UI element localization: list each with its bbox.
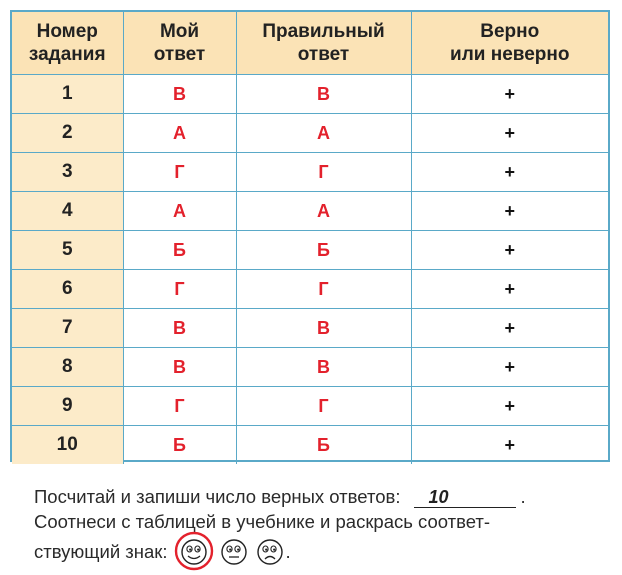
task-number-cell: 3 <box>12 153 123 192</box>
table-row <box>12 270 608 309</box>
my-answer-cell[interactable]: Г <box>123 153 236 192</box>
table-row <box>12 387 608 426</box>
correct-answer-cell: В <box>236 348 411 387</box>
task-number-cell: 8 <box>12 348 123 387</box>
table-row <box>12 426 608 465</box>
header-correct-answer <box>236 12 411 75</box>
correct-answer-cell: А <box>236 114 411 153</box>
correct-answer-cell: В <box>236 75 411 114</box>
table-row <box>12 231 608 270</box>
my-answer-cell[interactable]: А <box>123 192 236 231</box>
correct-answer-cell: В <box>236 309 411 348</box>
task-number-cell: 7 <box>12 309 123 348</box>
neutral-face-icon[interactable] <box>218 535 250 567</box>
face-choices <box>174 531 286 571</box>
results-table-frame <box>10 10 610 462</box>
result-mark-cell[interactable]: + <box>411 231 608 270</box>
result-mark-cell[interactable]: + <box>411 153 608 192</box>
my-answer-cell[interactable]: А <box>123 114 236 153</box>
correct-answer-cell: Б <box>236 231 411 270</box>
table-header-row <box>12 12 608 75</box>
correct-answer-cell: А <box>236 192 411 231</box>
result-mark-cell[interactable]: + <box>411 309 608 348</box>
sad-face-icon[interactable] <box>254 535 286 567</box>
my-answer-cell[interactable]: Б <box>123 231 236 270</box>
my-answer-cell[interactable]: В <box>123 309 236 348</box>
table-row <box>12 192 608 231</box>
result-mark-cell[interactable]: + <box>411 348 608 387</box>
my-answer-cell[interactable]: Г <box>123 270 236 309</box>
header-task-number <box>12 12 123 75</box>
line-end-period: . <box>285 540 291 562</box>
task-number-cell: 4 <box>12 192 123 231</box>
header-line: Верно <box>480 21 540 42</box>
count-instruction-text: Посчитай и запиши число верных ответов: <box>34 486 401 507</box>
instructions <box>34 484 614 568</box>
task-number-cell: 5 <box>12 231 123 270</box>
result-mark-cell[interactable]: + <box>411 114 608 153</box>
task-number-cell: 6 <box>12 270 123 309</box>
header-right-or-wrong <box>411 12 608 75</box>
results-table <box>12 12 608 464</box>
correct-answer-cell: Г <box>236 387 411 426</box>
result-mark-cell[interactable]: + <box>411 387 608 426</box>
header-line: или неверно <box>450 44 570 65</box>
table-row <box>12 153 608 192</box>
correct-answer-cell: Г <box>236 270 411 309</box>
table-row <box>12 114 608 153</box>
header-line: Правильный <box>262 21 385 42</box>
result-mark-cell[interactable]: + <box>411 192 608 231</box>
table-row <box>12 309 608 348</box>
result-mark-cell[interactable]: + <box>504 434 515 455</box>
table-row <box>12 348 608 387</box>
task-number-cell: 9 <box>12 387 123 426</box>
task-number-cell: 1 <box>12 75 123 114</box>
correct-answer-cell: Б <box>236 426 411 465</box>
header-line: Мой <box>159 21 200 42</box>
count-instruction-line <box>34 484 614 509</box>
correct-answer-cell: Г <box>236 153 411 192</box>
compare-instruction-line: Соотнеси с таблицей в учебнике и раскрась соответ- <box>34 511 491 532</box>
header-line: ответ <box>297 44 350 65</box>
result-mark-cell[interactable]: + <box>411 75 608 114</box>
header-line: задания <box>28 44 106 65</box>
choose-sign-line <box>34 534 614 568</box>
table-row <box>12 75 608 114</box>
task-number-cell: 10 <box>12 426 123 465</box>
my-answer-cell[interactable]: Б <box>123 426 236 465</box>
header-my-answer <box>123 12 236 75</box>
result-mark-cell[interactable]: + <box>411 270 608 309</box>
choose-sign-text: ствующий знак: <box>34 540 168 562</box>
my-answer-cell[interactable]: Г <box>123 387 236 426</box>
header-line: Номер <box>36 21 98 42</box>
header-line: ответ <box>153 44 206 65</box>
smile-face-icon[interactable] <box>174 531 214 571</box>
my-answer-cell[interactable]: В <box>123 75 236 114</box>
task-number-cell: 2 <box>12 114 123 153</box>
my-answer-cell[interactable]: В <box>123 348 236 387</box>
line-end-period: . <box>520 486 526 507</box>
correct-count-field[interactable]: 10 <box>414 487 516 508</box>
